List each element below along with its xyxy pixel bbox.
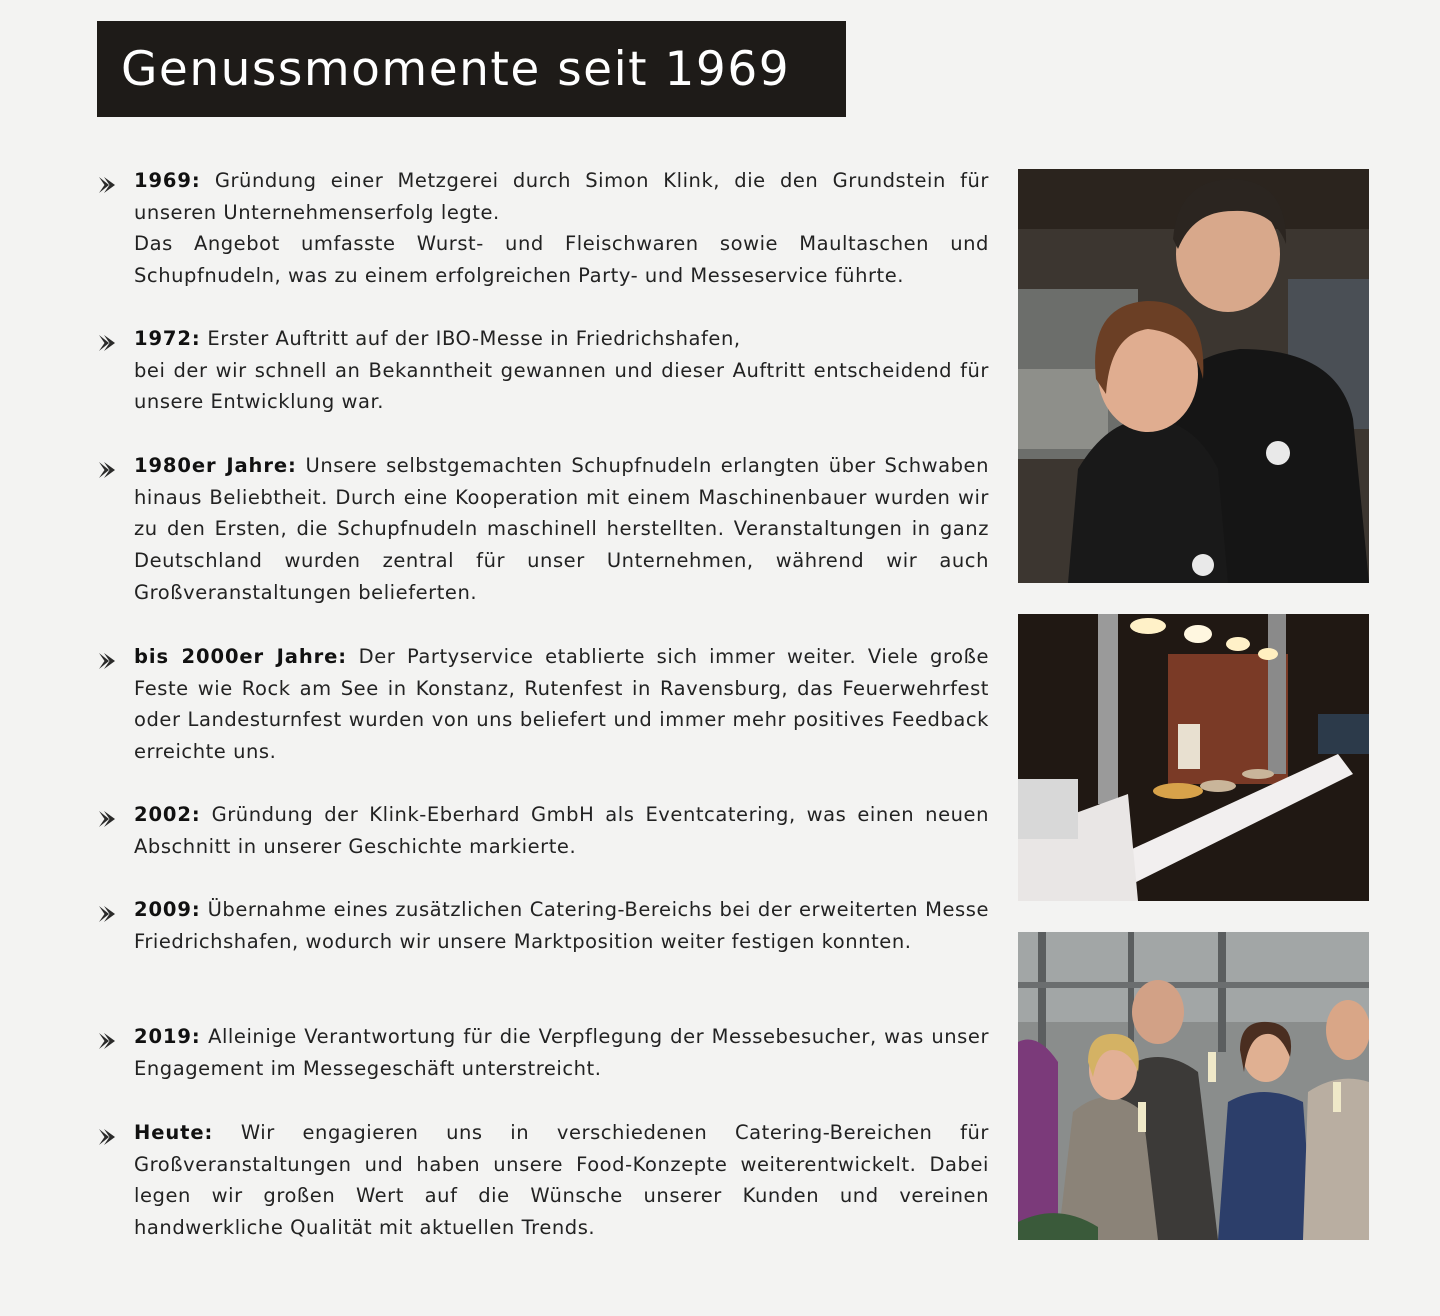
entry-text [134,1117,989,1244]
entry-text [134,894,989,957]
timeline-entry-2000er [96,641,989,768]
photo-founders-portrait [1018,169,1369,583]
timeline-entry-1969 [96,165,989,292]
entry-paragraph: Unsere selbstgemachten Schupfnudeln erlangten über Schwaben hinaus Beliebtheit. Durch eine Kooperation mit einem Maschinenbauer wurden wir zu den Ersten, die Schupfnudeln maschinell herstellten. Veranstaltungen in ganz Deutschland wurden zentral für unser Unternehmen, während wir auch Großveranstaltungen belieferten. [134,454,990,604]
entry-text [134,1021,989,1084]
entry-label: 2009: [134,898,201,921]
chevron-right-icon [96,808,120,830]
entry-paragraph: Gründung einer Metzgerei durch Simon Klink, die den Grundstein für unseren Unternehmenserfolg legte. [134,169,990,224]
entry-paragraph: bei der wir schnell an Bekanntheit gewannen und dieser Auftritt entscheidend für unsere Entwicklung war. [134,358,989,414]
founders-portrait-image [1018,169,1369,583]
entry-text [134,165,989,292]
chevron-right-icon [96,332,120,354]
title-banner [97,21,846,117]
timeline-entry-1972 [96,323,989,418]
entry-paragraph: Das Angebot umfasste Wurst- und Fleischwaren sowie Maultaschen und Schupfnudeln, was zu einem erfolgreichen Party- und Messeservice führte. [134,232,989,288]
chevron-right-icon [96,459,120,481]
entry-label: Heute: [134,1121,214,1144]
entry-paragraph: Erster Auftritt auf der IBO-Messe in Friedrichshafen, [207,327,741,350]
timeline-entry-2009 [96,894,989,957]
entry-paragraph: Wir engagieren uns in verschiedenen Catering-Bereichen für Großveranstaltungen und haben unsere Food-Konzepte weiterentwickelt. Dabei legen wir großen Wert auf die Wünsche unserer Kunden und vereinen handwerkliche Qualität mit aktuellen Trends. [134,1121,989,1240]
entry-paragraph: Gründung der Klink-Eberhard GmbH als Eventcatering, was einen neuen Abschnitt in unserer Geschichte markierte. [134,803,990,858]
timeline-entry-heute [96,1117,989,1244]
entry-label: 1980er Jahre: [134,454,297,477]
entry-text [134,799,989,862]
photo-buffet [1018,614,1369,901]
entry-paragraph: Übernahme eines zusätzlichen Catering-Bereichs bei der erweiterten Messe Friedrichshafen, wodurch wir unsere Marktposition weiter festigen konnten. [134,898,989,953]
entry-text [134,323,989,418]
chevron-right-icon [96,174,120,196]
group-toast-image [1018,932,1369,1240]
buffet-image [1018,614,1369,901]
timeline-entry-2019 [96,1021,989,1084]
photo-group-toast [1018,932,1369,1240]
entry-label: 2002: [134,803,201,826]
timeline-entry-1980er [96,450,989,609]
entry-paragraph: Alleinige Verantwortung für die Verpflegung der Messebesucher, was unser Engagement im Messegeschäft unterstreicht. [134,1025,990,1080]
entry-label: 2019: [134,1025,201,1048]
entry-label: bis 2000er Jahre: [134,645,347,668]
page-title: Genussmomente seit 1969 [121,41,791,97]
entry-label: 1969: [134,169,201,192]
entry-text [134,641,989,768]
timeline-entry-2002 [96,799,989,862]
entry-paragraph: Der Partyservice etablierte sich immer weiter. Viele große Feste wie Rock am See in Konstanz, Rutenfest in Ravensburg, das Feuerwehrfest oder Landesturnfest wurden von uns beliefert und immer mehr positives Feedback erreichte uns. [134,645,989,764]
entry-label: 1972: [134,327,201,350]
entry-text [134,450,989,609]
chevron-right-icon [96,903,120,925]
chevron-right-icon [96,1126,120,1148]
chevron-right-icon [96,1030,120,1052]
chevron-right-icon [96,650,120,672]
